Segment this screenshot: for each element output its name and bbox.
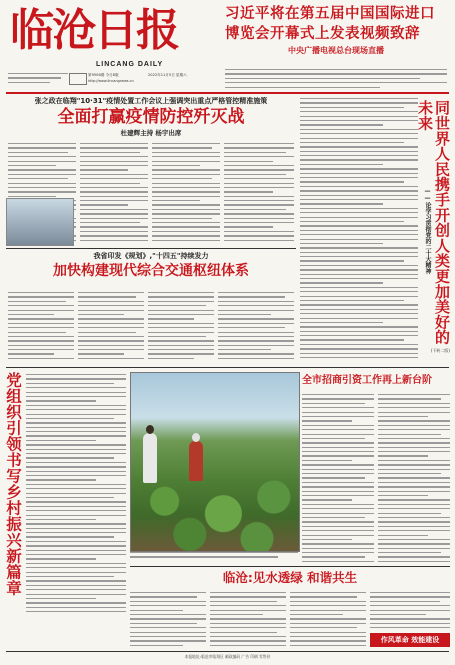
vertical-left-story <box>4 372 24 622</box>
masthead-website[interactable]: http://www.lincangnews.cn <box>88 79 134 83</box>
vertical-right-story <box>416 100 451 358</box>
body-text-block <box>26 374 126 614</box>
bottom-title: 临沧:见水透绿 和谐共生 <box>222 570 358 585</box>
masthead <box>8 3 218 89</box>
investment-title: 全市招商引资工作再上新台阶 <box>302 375 432 386</box>
body-text-block <box>224 143 294 243</box>
body-text-block <box>370 592 450 630</box>
body-text-block <box>225 69 447 91</box>
lead-kicker: 张之政在临翔"10·31"疫情处置工作会议上强调突出重点严格管控精准施策 <box>34 97 268 105</box>
person-right-head <box>192 433 200 442</box>
lead-photo <box>6 198 74 246</box>
body-text-block <box>290 592 366 646</box>
vertical-right-note: (下转二版) <box>430 348 450 353</box>
footer-text: 本报地址:临沧市临翔区 邮政编码 广告 印刷 零售价 <box>184 654 271 659</box>
transport-title: 加快构建现代综合交通枢纽体系 <box>53 263 249 279</box>
lead-title: 全面打赢疫情防控歼灭战 <box>57 107 245 127</box>
vertical-right-title: 同世界人民携手开创人类更加美好的未来 <box>416 100 451 345</box>
body-text-block <box>8 292 74 364</box>
bottom-banner-text: 作风革命 效能建设 <box>380 636 440 644</box>
body-text-block <box>148 292 214 364</box>
body-text-block <box>80 143 148 243</box>
body-text-block <box>152 143 220 243</box>
body-text-block <box>130 592 206 646</box>
top-story-title: 习近平将在第五届中国国际进口博览会开幕式上发表视频致辞 <box>225 6 435 42</box>
masthead-issue: 第9506期 今日8版 <box>88 73 119 77</box>
body-text-block <box>302 394 374 564</box>
bottom-story <box>130 569 450 591</box>
investment-story <box>302 374 450 394</box>
masthead-rule <box>6 92 449 94</box>
section-rule-3 <box>130 566 450 567</box>
body-text-block <box>218 292 294 364</box>
transport-kicker: 我省印发《规划》,"十四五"持续发力 <box>93 252 209 260</box>
footer-rule <box>6 651 449 652</box>
bottom-banner <box>370 633 450 647</box>
lead-byline: 杜建辉主持 杨宇出席 <box>120 129 182 137</box>
body-text-block <box>378 394 450 564</box>
person-left-head <box>146 425 154 434</box>
body-text-block <box>78 292 144 364</box>
body-text-block <box>300 98 418 360</box>
vertical-left-title: 党组织引领书写乡村振兴新篇章 <box>4 372 22 596</box>
footer <box>6 653 449 663</box>
masthead-info-box <box>8 73 213 85</box>
body-text-block <box>8 73 68 85</box>
top-story-subtitle: 中央广播电视总台现场直播 <box>288 46 384 55</box>
masthead-subtitle: LINCANG DAILY <box>96 61 164 68</box>
section-rule-1 <box>6 248 296 249</box>
masthead-logo: 临沧日报 <box>10 5 178 56</box>
section-rule-2 <box>6 367 449 368</box>
body-text-block <box>130 552 298 564</box>
top-story <box>225 4 447 66</box>
vertical-right-subtitle: ——论学习贯彻党的二十大精神 <box>424 188 431 274</box>
body-text-block <box>210 592 286 646</box>
masthead-date: 2022年11月5日 星期六 <box>148 73 187 77</box>
transport-story <box>6 251 296 291</box>
tobacco-field-photo <box>130 372 300 552</box>
